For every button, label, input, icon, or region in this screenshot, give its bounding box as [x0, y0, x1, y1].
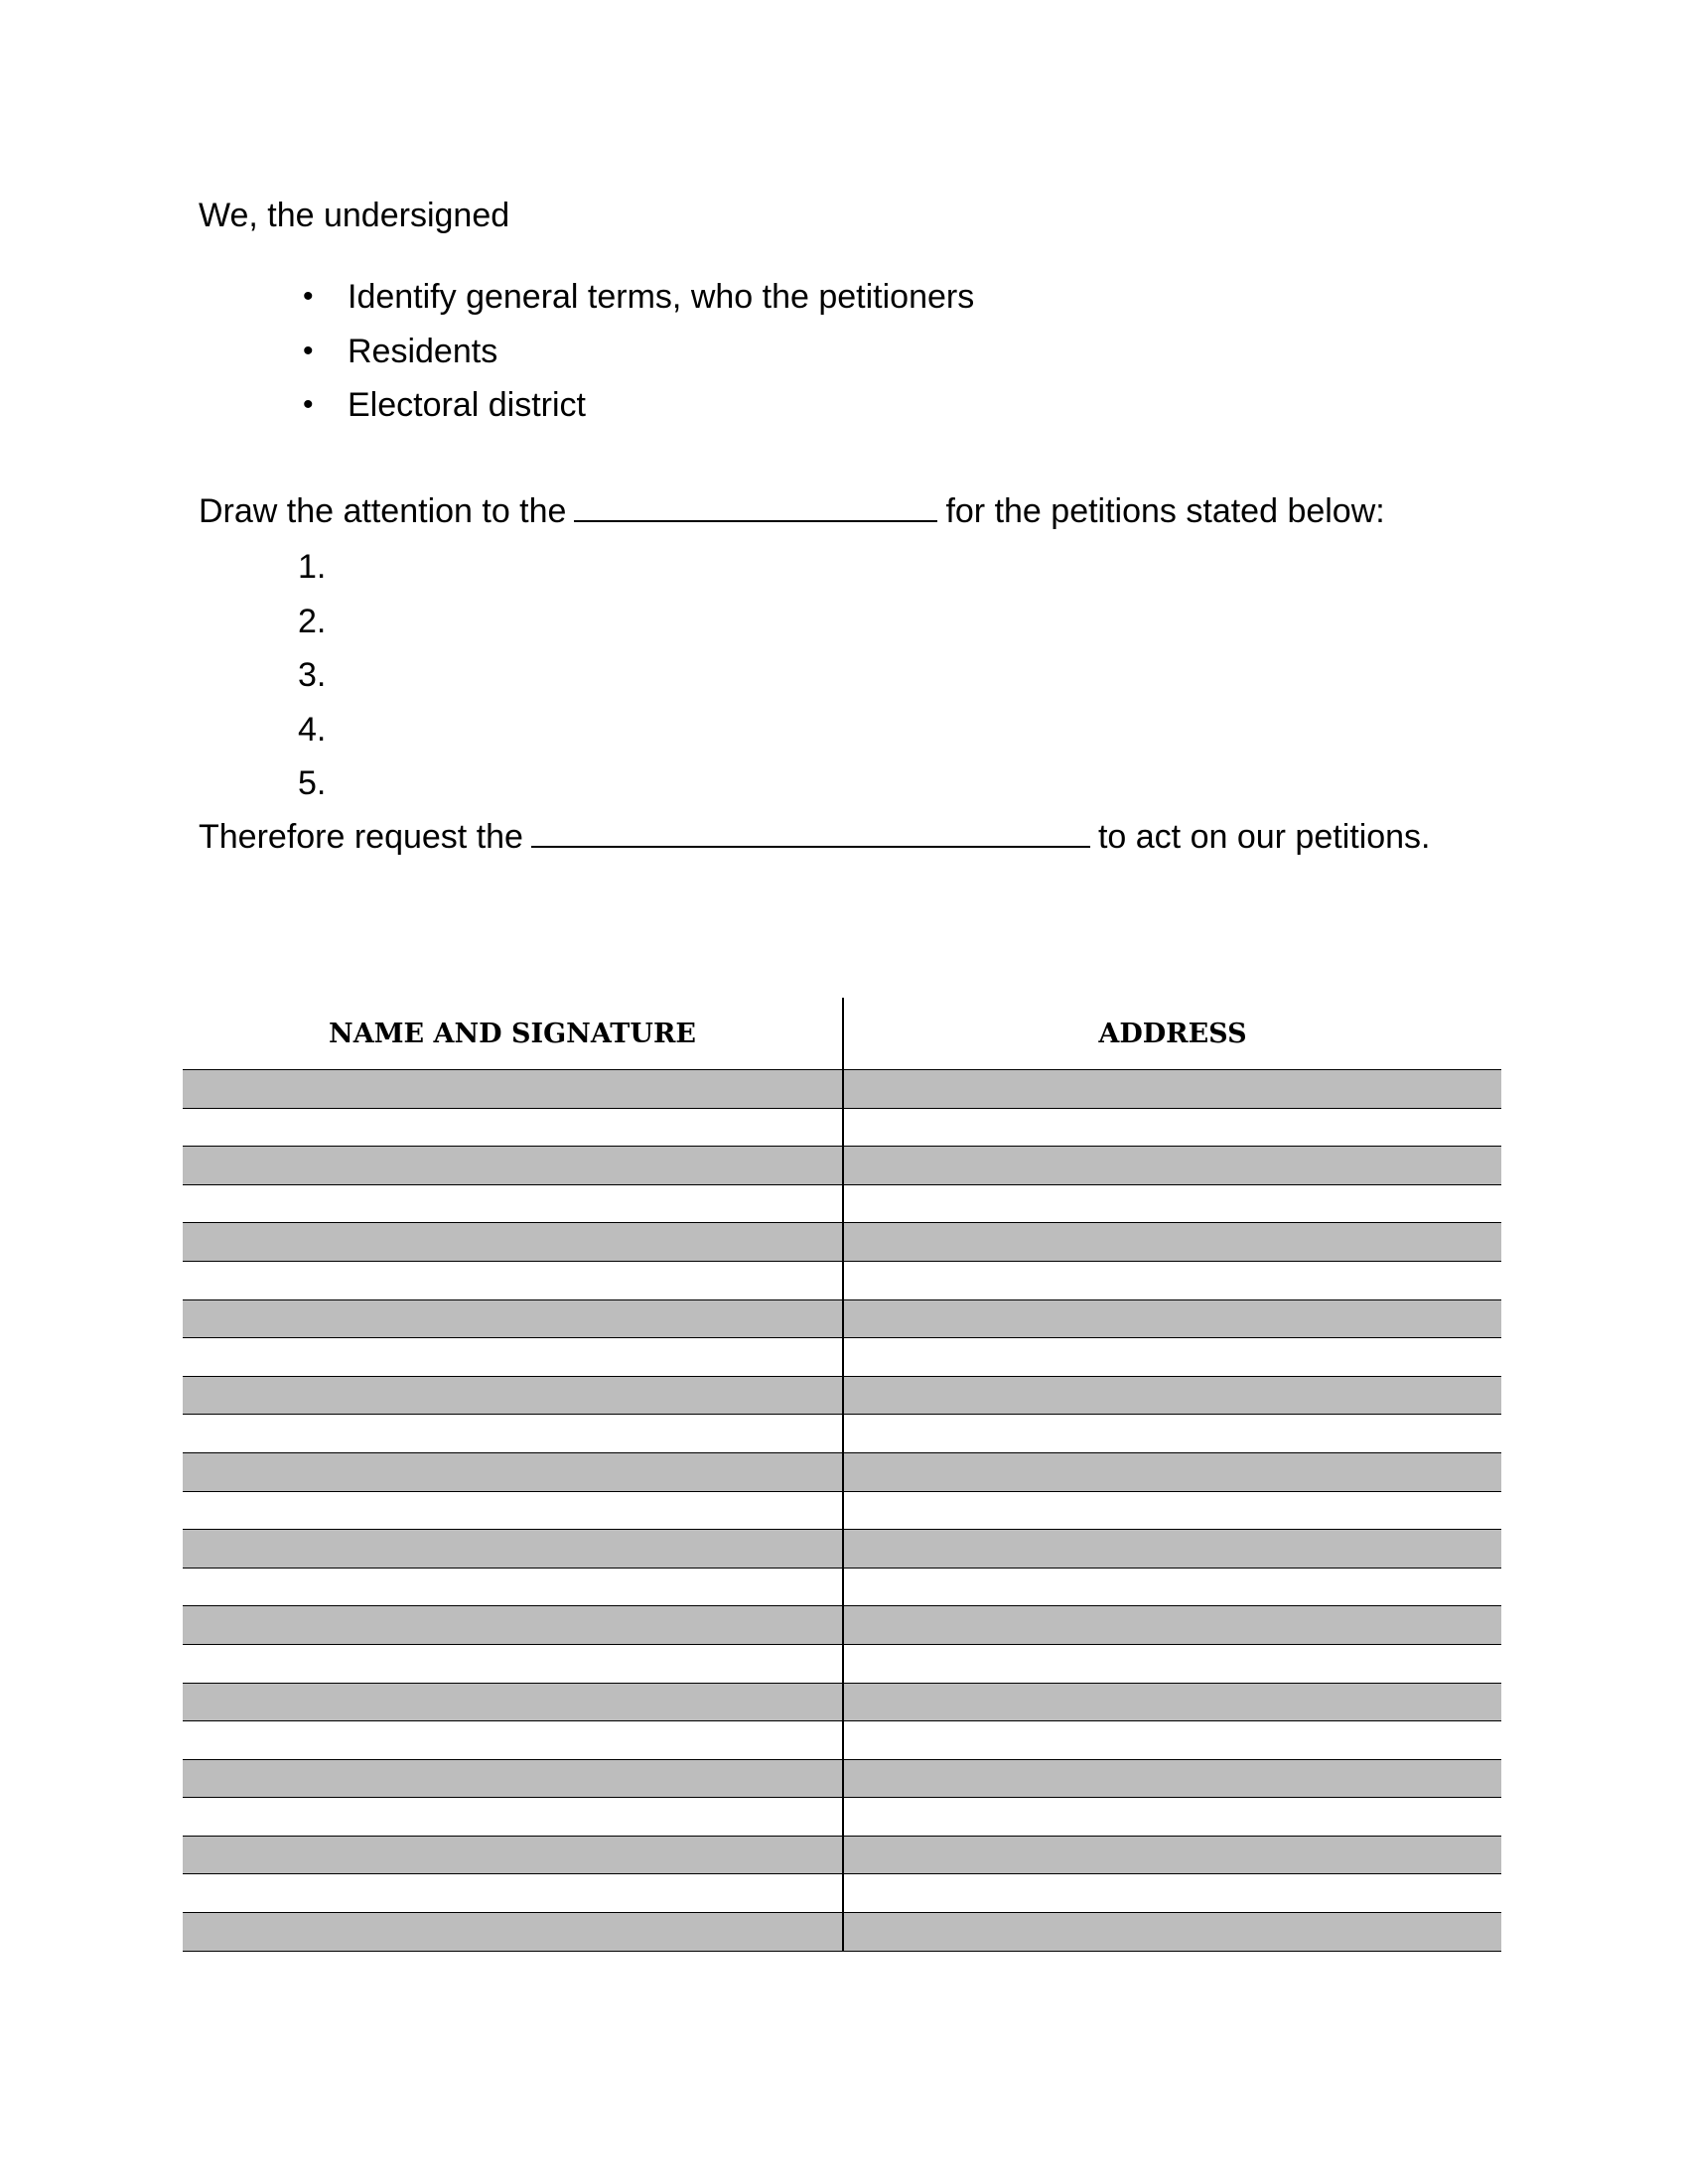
table-row [183, 1299, 1501, 1338]
table-row [183, 1147, 1501, 1185]
name-signature-cell[interactable] [183, 1223, 843, 1262]
table-row [183, 1261, 1501, 1299]
attention-blank[interactable] [574, 492, 937, 522]
table-row [183, 1184, 1501, 1223]
address-cell[interactable] [843, 1223, 1501, 1262]
table-row [183, 1415, 1501, 1453]
bullet-item: • Residents [199, 325, 974, 379]
name-signature-cell[interactable] [183, 1683, 843, 1721]
table-row [183, 1836, 1501, 1874]
name-signature-cell[interactable] [183, 1798, 843, 1837]
name-signature-cell[interactable] [183, 1070, 843, 1109]
address-cell[interactable] [843, 1415, 1501, 1453]
bullet-icon: • [303, 334, 314, 367]
table-row [183, 1606, 1501, 1645]
address-cell[interactable] [843, 1108, 1501, 1147]
address-cell[interactable] [843, 1261, 1501, 1299]
table-row [183, 1721, 1501, 1760]
table-row [183, 1798, 1501, 1837]
address-cell[interactable] [843, 1836, 1501, 1874]
address-cell[interactable] [843, 1299, 1501, 1338]
name-signature-cell[interactable] [183, 1147, 843, 1185]
name-signature-cell[interactable] [183, 1606, 843, 1645]
table-row [183, 1452, 1501, 1491]
bullet-icon: • [303, 388, 314, 421]
table-row [183, 1108, 1501, 1147]
table-row [183, 1491, 1501, 1530]
table-header-row [183, 998, 1501, 1070]
name-signature-cell[interactable] [183, 1376, 843, 1415]
name-signature-cell[interactable] [183, 1568, 843, 1606]
name-signature-cell[interactable] [183, 1452, 843, 1491]
name-signature-cell[interactable] [183, 1184, 843, 1223]
table-row [183, 1070, 1501, 1109]
request-paragraph: Therefore request the to act on our petitions. [199, 818, 1431, 856]
address-cell[interactable] [843, 1798, 1501, 1837]
table-row [183, 1644, 1501, 1683]
address-cell[interactable] [843, 1759, 1501, 1798]
table-row [183, 1874, 1501, 1913]
name-signature-cell[interactable] [183, 1261, 843, 1299]
address-cell[interactable] [843, 1452, 1501, 1491]
table-row [183, 1568, 1501, 1606]
address-cell[interactable] [843, 1491, 1501, 1530]
name-signature-cell[interactable] [183, 1759, 843, 1798]
address-cell[interactable] [843, 1530, 1501, 1569]
address-cell[interactable] [843, 1568, 1501, 1606]
petition-item[interactable]: 1. [298, 548, 327, 586]
petition-item[interactable]: 5. [298, 764, 327, 803]
table-row [183, 1338, 1501, 1377]
attention-paragraph: Draw the attention to the for the petitions stated below: [199, 492, 1385, 530]
bullet-item: • Electoral district [199, 378, 974, 433]
address-cell[interactable] [843, 1184, 1501, 1223]
table-row [183, 1223, 1501, 1262]
name-signature-cell[interactable] [183, 1913, 843, 1952]
signature-rows [183, 1070, 1501, 1952]
name-signature-cell[interactable] [183, 1836, 843, 1874]
name-signature-cell[interactable] [183, 1530, 843, 1569]
name-signature-cell[interactable] [183, 1874, 843, 1913]
address-cell[interactable] [843, 1376, 1501, 1415]
address-cell[interactable] [843, 1683, 1501, 1721]
address-cell[interactable] [843, 1913, 1501, 1952]
header-address: ADDRESS [1098, 1018, 1247, 1049]
name-signature-cell[interactable] [183, 1108, 843, 1147]
intro-text: We, the undersigned [199, 197, 510, 234]
name-signature-cell[interactable] [183, 1415, 843, 1453]
petition-list [298, 540, 326, 811]
header-name-signature: NAME AND SIGNATURE [183, 998, 843, 1070]
address-cell[interactable] [843, 1606, 1501, 1645]
signature-table [183, 998, 1501, 1952]
name-signature-cell[interactable] [183, 1644, 843, 1683]
bullet-list [199, 270, 974, 433]
petition-item[interactable]: 2. [298, 602, 327, 640]
name-signature-cell[interactable] [183, 1338, 843, 1377]
address-cell[interactable] [843, 1721, 1501, 1760]
name-signature-cell[interactable] [183, 1299, 843, 1338]
name-signature-cell[interactable] [183, 1491, 843, 1530]
address-cell[interactable] [843, 1070, 1501, 1109]
bullet-icon: • [303, 280, 314, 313]
name-signature-cell[interactable] [183, 1721, 843, 1760]
address-cell[interactable] [843, 1644, 1501, 1683]
table-row [183, 1759, 1501, 1798]
table-row [183, 1530, 1501, 1569]
petition-item[interactable]: 4. [298, 710, 327, 749]
table-row [183, 1683, 1501, 1721]
address-cell[interactable] [843, 1874, 1501, 1913]
address-cell[interactable] [843, 1147, 1501, 1185]
petition-item[interactable]: 3. [298, 656, 327, 695]
table-row [183, 1376, 1501, 1415]
request-blank[interactable] [531, 818, 1090, 848]
table-row [183, 1913, 1501, 1952]
address-cell[interactable] [843, 1338, 1501, 1377]
bullet-item: • Identify general terms, who the petitioners [199, 270, 974, 325]
